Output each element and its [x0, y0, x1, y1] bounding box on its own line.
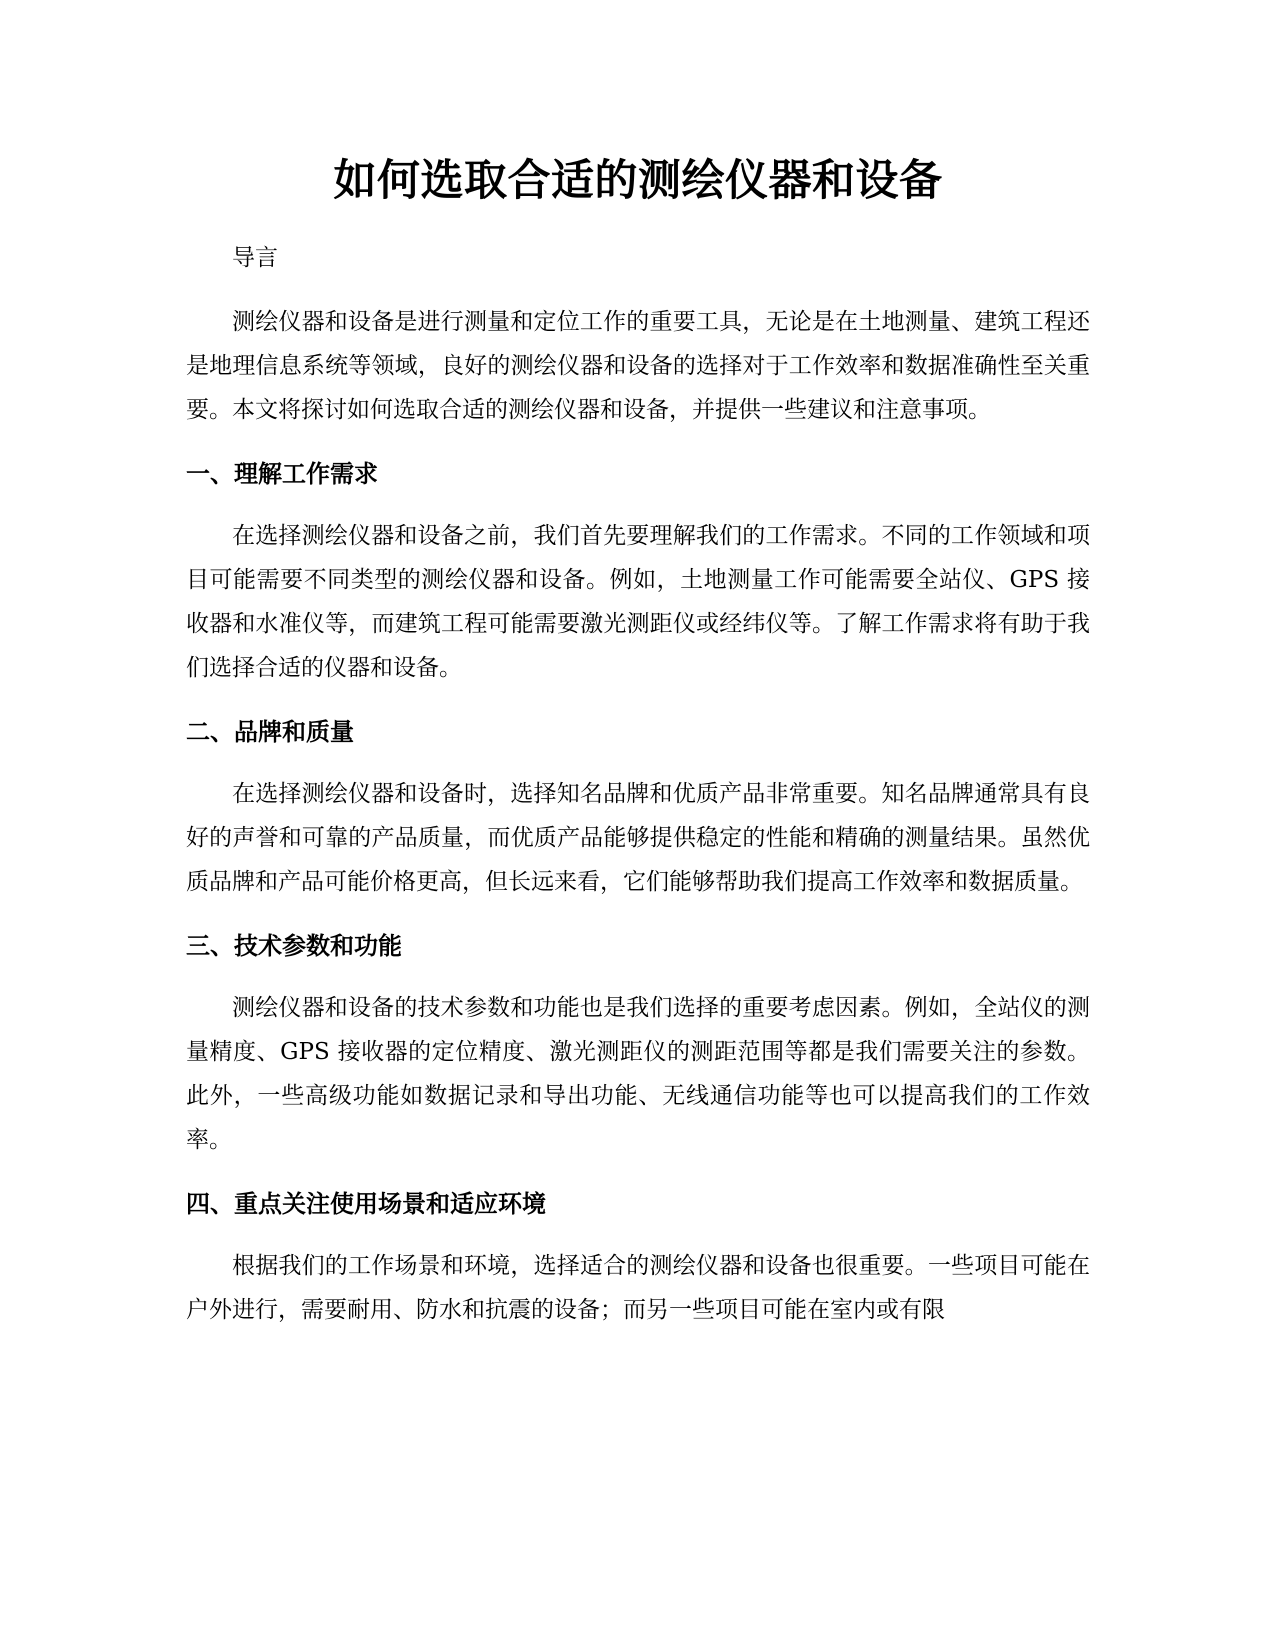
intro-label: 导言 — [232, 245, 278, 271]
section-paragraph-technical-parameters: 测绘仪器和设备的技术参数和功能也是我们选择的重要考虑因素。例如，全站仪的测量精度、GPS 接收器的定位精度、激光测距仪的测距范围等都是我们需要关注的参数。此外，一些高级功能如数据记录和导出功能、无线通信功能等也可以提高我们的工作效率。 — [186, 995, 1090, 1153]
section-paragraph-requirements: 在选择测绘仪器和设备之前，我们首先要理解我们的工作需求。不同的工作领域和项目可能需要不同类型的测绘仪器和设备。例如，土地测量工作可能需要全站仪、GPS 接收器和水准仪等，而建筑工程可能需要激光测距仪或经纬仪等。了解工作需求将有助于我们选择合适的仪器和设备。 — [186, 523, 1090, 681]
document-body — [186, 148, 1090, 1332]
section-heading-brand-quality: 二、品牌和质量 — [186, 718, 354, 746]
section-heading-technical-parameters: 三、技术参数和功能 — [186, 932, 402, 960]
section-heading-requirements: 一、理解工作需求 — [186, 460, 378, 488]
document-title: 如何选取合适的测绘仪器和设备 — [333, 156, 943, 206]
section-paragraph-brand-quality: 在选择测绘仪器和设备时，选择知名品牌和优质产品非常重要。知名品牌通常具有良好的声誉和可靠的产品质量，而优质产品能够提供稳定的性能和精确的测量结果。虽然优质品牌和产品可能价格更高，但长远来看，它们能够帮助我们提高工作效率和数据质量。 — [186, 781, 1090, 895]
intro-paragraph: 测绘仪器和设备是进行测量和定位工作的重要工具，无论是在土地测量、建筑工程还是地理信息系统等领域，良好的测绘仪器和设备的选择对于工作效率和数据准确性至关重要。本文将探讨如何选取合适的测绘仪器和设备，并提供一些建议和注意事项。 — [186, 309, 1090, 423]
section-paragraph-usage-environment: 根据我们的工作场景和环境，选择适合的测绘仪器和设备也很重要。一些项目可能在户外进行，需要耐用、防水和抗震的设备；而另一些项目可能在室内或有限 — [186, 1253, 1090, 1323]
section-heading-usage-environment: 四、重点关注使用场景和适应环境 — [186, 1190, 546, 1218]
